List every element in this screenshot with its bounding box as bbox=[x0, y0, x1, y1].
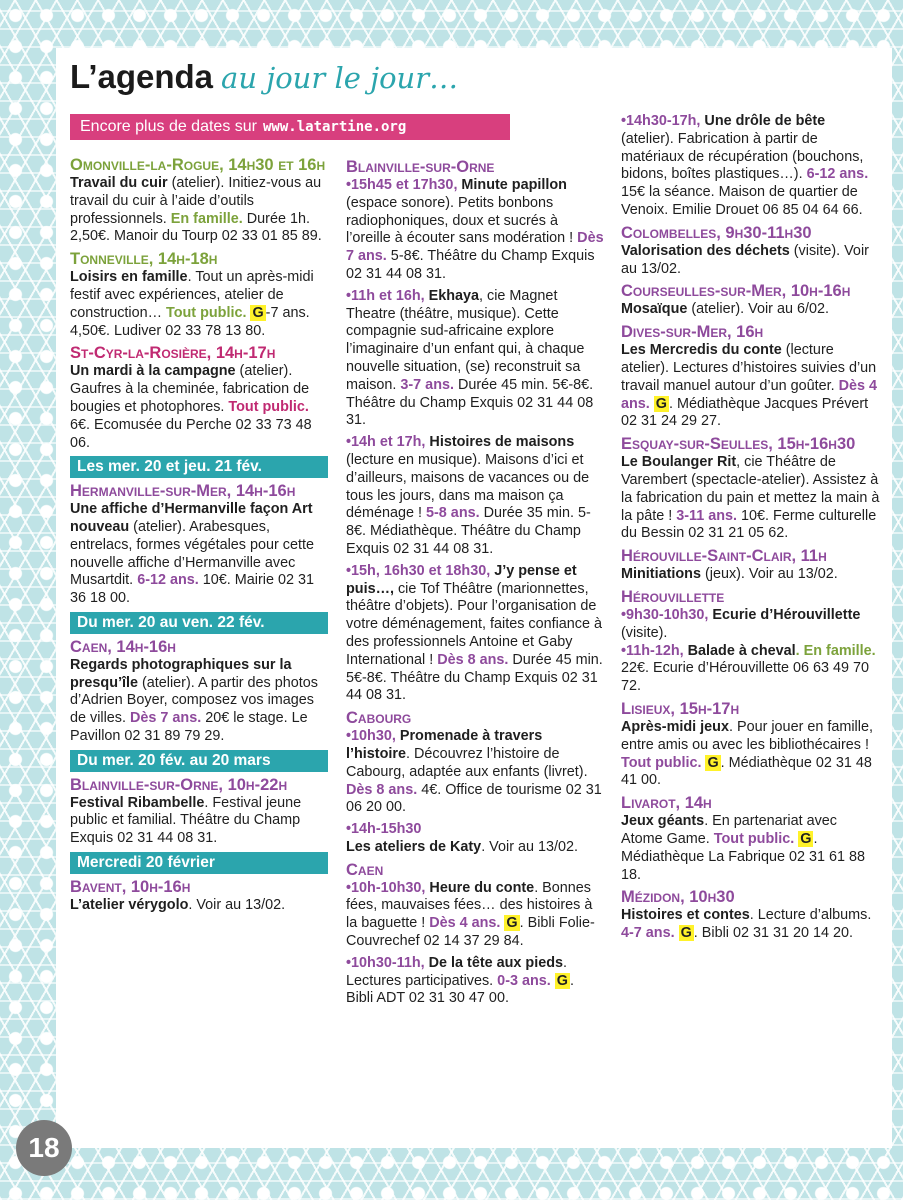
free-badge: G bbox=[707, 754, 719, 771]
event-title: Une affiche d’Hermanville façon Art nouveau bbox=[70, 501, 313, 535]
event-desc: . Pour jouer en famille, entre amis ou avec les bibliothécaires ! bbox=[621, 718, 873, 753]
event-title: Regards photographiques sur la presqu’île bbox=[70, 656, 292, 691]
event-title: J’y pense et puis…, bbox=[346, 562, 577, 597]
event-jy-pense bbox=[346, 563, 604, 705]
event-location: Tonneville, 14h-18h bbox=[70, 250, 218, 269]
event-location: Courseulles-sur-Mer, 10h-16h bbox=[621, 282, 851, 301]
event-info: Durée 45 min. 5€-8€. Théâtre du Champ Exquis 02 31 44 08 31. bbox=[346, 376, 594, 429]
event-info: 22€. Ecurie d’Hérouvillette 06 63 49 70 72. bbox=[621, 660, 869, 695]
event-info: . Bibli ADT 02 31 30 47 00. bbox=[346, 972, 574, 1007]
event-desc: (visite). Voir au 13/02. bbox=[621, 242, 869, 277]
page-number: 18 bbox=[16, 1120, 72, 1176]
event-title: Une drôle de bête bbox=[700, 113, 826, 129]
event-location: St-Cyr-la-Rosière, 14h-17h bbox=[70, 344, 276, 363]
event-title: De la tête aux pieds bbox=[424, 954, 564, 971]
event-info: . Médiathèque La Fabrique 02 31 61 88 18. bbox=[621, 830, 866, 883]
event-desc: (lecture atelier). Lectures d’histoires suivies d’un travail manuel autour d’un goûter. bbox=[621, 342, 877, 394]
event-location: Caen, 14h-16h bbox=[70, 637, 176, 656]
event-herouvillette bbox=[621, 588, 881, 696]
event-herouville bbox=[621, 547, 881, 584]
event-location: Mézidon, 10h30 bbox=[621, 888, 735, 907]
event-time: •14h30-17h, bbox=[621, 113, 701, 129]
event-title: Mosaïque bbox=[621, 301, 688, 318]
event-location: Esquay-sur-Seulles, 15h-16h30 bbox=[621, 435, 856, 454]
event-lisieux bbox=[621, 700, 881, 790]
event-tag: Dès 4 ans. bbox=[425, 915, 501, 932]
event-desc: . Voir au 13/02. bbox=[481, 838, 578, 855]
event-time: •10h30-11h, bbox=[346, 954, 425, 971]
event-desc: . Voir au 13/02. bbox=[188, 896, 286, 913]
free-badge: G bbox=[556, 972, 568, 989]
event-desc: . Festival jeune public et familial. Théâtre du Champ Exquis 02 31 44 08 31. bbox=[70, 794, 302, 847]
event-tag: 3-11 ans. bbox=[676, 507, 738, 524]
event-info: 20€ le stage. Le Pavillon 02 31 89 79 29. bbox=[70, 710, 308, 744]
column-1 bbox=[70, 156, 328, 919]
event-tonneville bbox=[70, 250, 328, 340]
banner-text: Encore plus de dates sur bbox=[80, 118, 257, 135]
event-desc: . Tout un après-midi festif avec expériences, atelier de construction… bbox=[70, 269, 314, 321]
event-desc: (visite). bbox=[621, 624, 668, 641]
event-time: •10h-10h30, bbox=[346, 879, 426, 896]
event-tag: 3-7 ans. bbox=[396, 376, 454, 393]
event-desc: (atelier). Fabrication à partir de matériaux de récupération (bouchons, bidons, boîtes plastiques…). bbox=[621, 130, 864, 183]
event-location: Lisieux, 15h-17h bbox=[621, 699, 740, 718]
event-location: Livarot, 14h bbox=[621, 794, 712, 813]
event-location: Omonville-la-Rogue, 14h30 et 16h bbox=[70, 156, 326, 174]
event-title: L’atelier vérygolo bbox=[70, 896, 189, 913]
event-time: •15h, 16h30 et 18h30, bbox=[346, 562, 491, 579]
event-tag: 0-3 ans. bbox=[493, 972, 551, 989]
event-desc: (atelier). Gaufres à la cheminée, fabrication de bougies et photophores. bbox=[70, 363, 310, 415]
event-info: Durée 1h. 2,50€. Manoir du Tourp 02 33 01 85 89. bbox=[70, 210, 322, 245]
event-info: 4€. Office de tourisme 02 31 06 20 00. bbox=[346, 781, 602, 816]
event-desc: . Lectures participatives. bbox=[346, 954, 568, 989]
event-tag: 4-7 ans. bbox=[621, 925, 675, 942]
event-time: •14h-15h30 bbox=[346, 821, 422, 838]
event-ateliers-katy bbox=[346, 821, 604, 857]
event-desc: . Découvrez l’histoire de Cabourg, adaptée aux enfants (livret). bbox=[346, 745, 588, 780]
event-title: Valorisation des déchets bbox=[621, 242, 790, 259]
event-info: 6€. Ecomusée du Perche 02 33 73 48 06. bbox=[70, 416, 312, 451]
event-dives bbox=[621, 323, 881, 431]
website-banner bbox=[70, 114, 510, 140]
event-info: . Médiathèque Jacques Prévert 02 31 24 29 27. bbox=[621, 395, 869, 430]
free-badge: G bbox=[506, 915, 518, 932]
banner-link[interactable]: www.latartine.org bbox=[263, 119, 407, 135]
free-badge: G bbox=[680, 925, 692, 942]
event-promenade bbox=[346, 728, 604, 817]
column-2 bbox=[346, 158, 604, 1012]
event-desc: cie Tof Théâtre (marionnettes, théâtre d’objets). Pour l’organisation de votre déménagement, faites confiance à des professionnels Antoine et Gaby International ! bbox=[346, 580, 602, 668]
event-omonville bbox=[70, 156, 328, 246]
event-location: Bavent, 10h-16h bbox=[70, 877, 191, 896]
event-tag: Tout public. bbox=[713, 830, 795, 847]
event-title: Festival Ribambelle bbox=[70, 794, 205, 811]
event-location: Colombelles, 9h30-11h30 bbox=[621, 223, 812, 242]
event-info: 10€. Ferme culturelle du Bessin 02 31 21 05 62. bbox=[621, 507, 877, 542]
event-title: Loisirs en famille bbox=[70, 269, 188, 286]
event-bavent bbox=[70, 878, 328, 915]
event-courseulles bbox=[621, 282, 881, 319]
event-time: •15h45 et 17h30, bbox=[346, 177, 458, 193]
event-desc: (lecture en musique). Maisons d’ici et d’ailleurs, maisons de vacances ou de tous les jours, dans ma maison ça déménage ! bbox=[346, 451, 590, 522]
event-desc: , cie Magnet Theatre (théâtre, musique). Cette compagnie sud-africaine explore l’imaginaire d’un enfant qui, à chaque nouvelle situation, (se) reconstruit sa maison. bbox=[346, 287, 585, 393]
event-title: Promenade à travers l’histoire bbox=[346, 728, 543, 762]
event-title: Travail du cuir bbox=[70, 175, 168, 191]
event-title: Jeux géants bbox=[621, 813, 705, 830]
event-tag: 6-12 ans. bbox=[137, 572, 199, 589]
event-desc: (atelier). Initiez-vous au travail du cuir à l’aide d’outils professionnels. bbox=[70, 175, 322, 227]
column-3 bbox=[621, 113, 881, 947]
free-badge: G bbox=[655, 395, 667, 412]
date-header: Mercredi 20 février bbox=[70, 852, 328, 874]
event-location: Caen bbox=[346, 860, 384, 879]
event-tag: Tout public. bbox=[228, 398, 309, 415]
event-info: 15€ la séance. Maison de quartier de Venoix. Emilie Drouet 06 85 04 64 66. bbox=[621, 184, 863, 218]
event-time: •10h30, bbox=[346, 728, 396, 745]
event-info: -7 ans. 4,50€. Ludiver 02 33 78 13 80. bbox=[70, 304, 310, 339]
event-tag: Dès 4 ans. bbox=[621, 377, 878, 412]
event-location: Dives-sur-Mer, 16h bbox=[621, 323, 764, 342]
event-location: Blainville-sur-Orne bbox=[346, 158, 495, 176]
event-desc: , cie Théâtre de Varembert (spectacle-atelier). Assistez à la fabrication du pain et mettez la main à la pâte ! bbox=[621, 454, 880, 524]
event-tag: . En famille. bbox=[795, 642, 876, 659]
title-bold: L’agenda bbox=[70, 58, 214, 95]
event-histoires-maisons bbox=[346, 434, 604, 559]
free-badge: G bbox=[800, 830, 812, 847]
event-title: Les ateliers de Katy bbox=[346, 838, 482, 855]
event-title: Le Boulanger Rit bbox=[621, 454, 737, 471]
event-time: •11h et 16h, bbox=[346, 287, 425, 304]
event-info: . Bibli 02 31 31 20 14 20. bbox=[693, 925, 854, 942]
event-title: Minute papillon bbox=[457, 177, 567, 193]
event-title: Balade à cheval bbox=[683, 642, 796, 659]
event-location: Hérouville-Saint-Clair, 11h bbox=[621, 547, 827, 566]
event-minute-papillon bbox=[346, 177, 604, 284]
event-location: Hérouvillette bbox=[621, 587, 725, 606]
event-tag: En famille. bbox=[170, 210, 243, 227]
event-ekhaya bbox=[346, 288, 604, 430]
event-info: . Médiathèque 02 31 48 41 00. bbox=[621, 754, 872, 789]
event-title: Ekhaya bbox=[424, 287, 480, 304]
event-desc: (atelier). Voir au 6/02. bbox=[687, 301, 829, 318]
event-desc: (atelier). Arabesques, entrelacs, formes végétales pour cette nouvelle affiche d’Hermanville avec Musartdit. bbox=[70, 518, 314, 589]
date-header: Les mer. 20 et jeu. 21 fév. bbox=[70, 456, 328, 478]
free-badge: G bbox=[252, 304, 264, 321]
event-title: Histoires et contes bbox=[621, 907, 750, 924]
event-desc: (espace sonore). Petits bonbons radiophoniques, doux et sucrés à l’oreille à écouter sans modération ! bbox=[346, 194, 574, 247]
event-info: 5-8€. Théâtre du Champ Exquis 02 31 44 08 31. bbox=[346, 248, 595, 282]
event-tag: Tout public. bbox=[165, 304, 247, 321]
event-tete-pieds bbox=[346, 955, 604, 1008]
event-desc: (atelier). A partir des photos d’Adrien Boyer, composez vos images de villes. bbox=[70, 674, 318, 727]
page-title bbox=[70, 58, 458, 96]
event-title: Un mardi à la campagne bbox=[70, 363, 236, 380]
event-info: Durée 35 min. 5-8€. Médiathèque. Théâtre du Champ Exquis 02 31 44 08 31. bbox=[346, 505, 591, 557]
event-blainville bbox=[70, 776, 328, 848]
event-location: Hermanville-sur-Mer, 14h-16h bbox=[70, 482, 296, 501]
event-location: Blainville-sur-Orne, 10h-22h bbox=[70, 775, 288, 794]
event-title: Minitiations bbox=[621, 566, 701, 583]
event-info: 10€. Mairie 02 31 36 18 00. bbox=[70, 572, 314, 607]
event-desc: . Bonnes fées, mauvaises fées… des histoires à la baguette ! bbox=[346, 879, 593, 932]
event-esquay bbox=[621, 435, 881, 543]
event-drole-bete bbox=[621, 113, 881, 220]
event-tag: Dès 7 ans. bbox=[346, 230, 604, 265]
event-title: Ecurie d’Hérouvillette bbox=[708, 606, 861, 623]
event-mezidon bbox=[621, 888, 881, 943]
event-desc: . Lecture d’albums. bbox=[749, 907, 872, 924]
event-title: Histoires de maisons bbox=[425, 434, 575, 451]
event-tag: Tout public. bbox=[621, 754, 702, 771]
event-time: •11h-12h, bbox=[621, 642, 684, 659]
event-desc: . En partenariat avec Atome Game. bbox=[621, 813, 837, 847]
date-header: Du mer. 20 au ven. 22 fév. bbox=[70, 612, 328, 634]
event-tag: Dès 7 ans. bbox=[130, 710, 202, 727]
event-hermanville bbox=[70, 482, 328, 608]
event-info: . Bibli Folie-Couvrechef 02 14 37 29 84. bbox=[346, 915, 595, 950]
title-script: au jour le jour… bbox=[221, 61, 459, 95]
event-desc: (jeux). Voir au 13/02. bbox=[700, 566, 838, 583]
event-location: Cabourg bbox=[346, 709, 412, 728]
event-title: Après-midi jeux bbox=[621, 718, 729, 735]
event-title: Les Mercredis du conte bbox=[621, 342, 782, 359]
event-info: Durée 45 min. 5€-8€. Théâtre du Champ Exquis 02 31 44 08 31. bbox=[346, 651, 603, 704]
event-time: •14h et 17h, bbox=[346, 434, 426, 451]
event-st-cyr bbox=[70, 344, 328, 452]
event-colombelles bbox=[621, 224, 881, 279]
event-tag: 6-12 ans. bbox=[802, 166, 869, 183]
event-time: •9h30-10h30, bbox=[621, 606, 709, 623]
event-title: Heure du conte bbox=[425, 879, 535, 896]
date-header: Du mer. 20 fév. au 20 mars bbox=[70, 750, 328, 772]
event-tag: Dès 8 ans. bbox=[433, 651, 509, 668]
event-heure-conte bbox=[346, 880, 604, 951]
event-livarot bbox=[621, 794, 881, 884]
event-caen bbox=[70, 638, 328, 746]
event-tag: Dès 8 ans. bbox=[346, 781, 418, 798]
event-tag: 5-8 ans. bbox=[422, 505, 480, 522]
